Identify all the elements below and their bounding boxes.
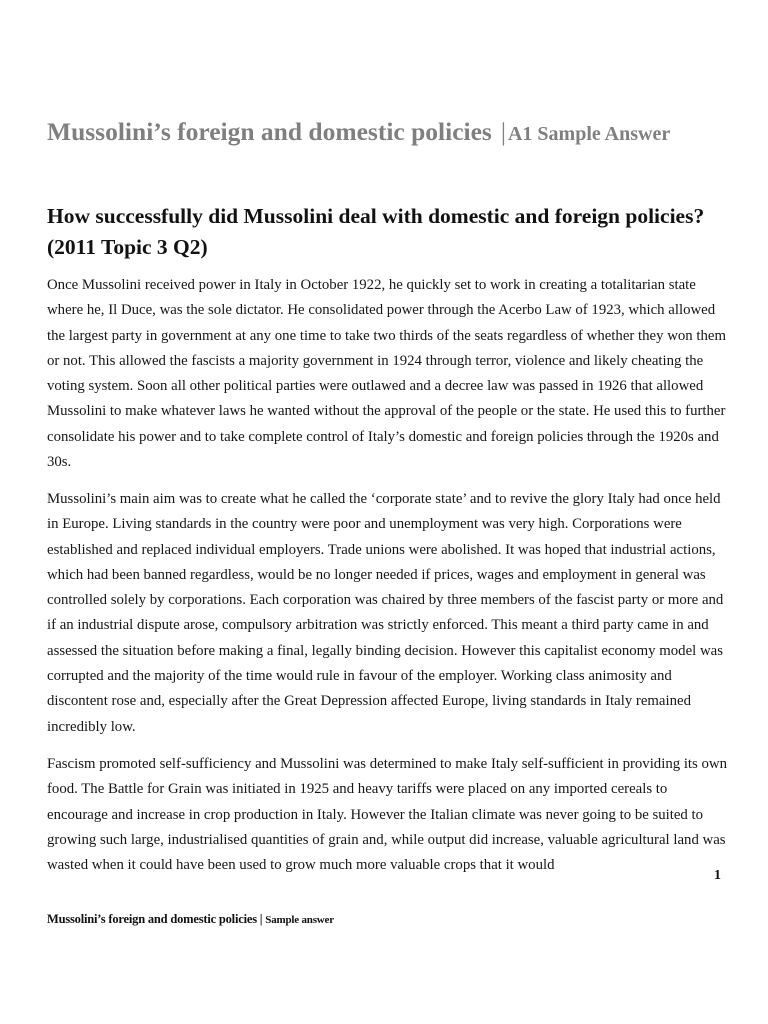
title-separator: | [500, 117, 506, 146]
footer-subtitle: Sample answer [265, 914, 334, 926]
title-main: Mussolini’s foreign and domestic policies [47, 117, 492, 146]
document-title [47, 103, 727, 161]
page-number: 1 [714, 868, 721, 883]
footer-title: Mussolini’s foreign and domestic policies | [47, 912, 263, 926]
page-footer [47, 912, 334, 927]
essay-question: How successfully did Mussolini deal with domestic and foreign policies? (2011 Topic 3 Q2) [47, 204, 705, 259]
paragraph: Fascism promoted self-sufficiency and Mussolini was determined to make Italy self-sufficient in providing its own food. The Battle for Grain was initiated in 1925 and heavy tariffs were placed on any imported cereals to encourage and increase in crop production in Italy. However the Italian climate was never going to be suited to growing such large, industrialised quantities of grain and, while output did increase, valuable agricultural land was wasted when it could have been used to grow much more valuable crops that it would [47, 756, 727, 874]
paragraph: Once Mussolini received power in Italy in October 1922, he quickly set to work in creating a totalitarian state where he, Il Duce, was the sole dictator. He consolidated power through the Acerbo Law of 1923, which allowed the largest party in government at any one time to take two thirds of the seats regardless of whether they won them or not. This allowed the fascists a majority government in 1924 through terror, violence and likely cheating the voting system. Soon all other political parties were outlawed and a decree law was passed in 1926 that allowed Mussolini to make whatever laws he wanted without the approval of the people or the state. He used this to further consolidate his power and to take complete control of Italy’s domestic and foreign policies through the 1920s and 30s. [47, 277, 726, 471]
paragraph: Mussolini’s main aim was to create what he called the ‘corporate state’ and to revive the glory Italy had once held in Europe. Living standards in the country were poor and unemployment was very high. Corporations were established and replaced individual employers. Trade unions were abolished. It was hoped that industrial actions, which had been banned regardless, would be no longer needed if prices, wages and employment in general was controlled solely by corporations. Each corporation was chaired by three members of the fascist party or more and if an industrial dispute arose, compulsory arbitration was strictly enforced. This meant a third party came in and assessed the situation before making a final, legally binding decision. However this capitalist economy model was corrupted and the majority of the time would rule in favour of the employer. Working class animosity and discontent rose and, especially after the Great Depression affected Europe, living standards in Italy remained incredibly low. [47, 491, 724, 735]
title-subtitle: A1 Sample Answer [507, 123, 671, 145]
